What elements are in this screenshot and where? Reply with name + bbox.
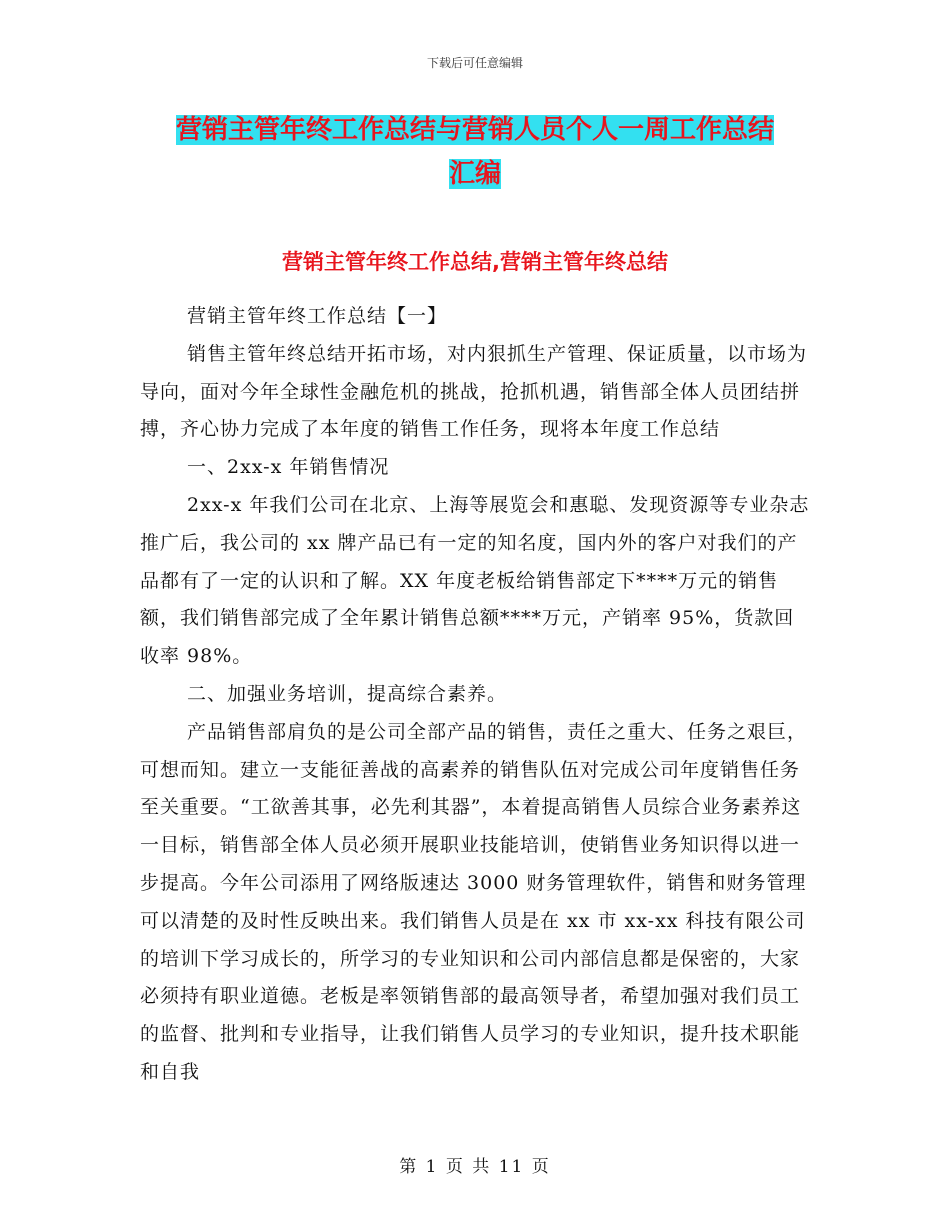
paragraph: 2xx-x 年我们公司在北京、上海等展览会和惠聪、发现资源等专业杂志推广后，我公司的 xx 牌产品已有一定的知名度，国内外的客户对我们的产品都有了一定的认识和了解。XX 年度老板给销售部定下****万元的销售额，我们销售部完成了全年累计销售总额****万元，产销率 95%，货款回收率 98%。 xyxy=(140,493,810,668)
title-line-2: 汇编 xyxy=(448,159,501,189)
title-line-1: 营销主管年终工作总结与营销人员个人一周工作总结 xyxy=(175,115,774,145)
paragraph: 产品销售部肩负的是公司全部产品的销售，责任之重大、任务之艰巨，可想而知。建立一支能征善战的高素养的销售队伍对完成公司年度销售任务至关重要。“工欲善其事，必先利其器”，本着提高销售人员综合业务素养这一目标，销售部全体人员必须开展职业技能培训，使销售业务知识得以进一步提高。今年公司添用了网络版速达 3000 财务管理软件，销售和财务管理可以清楚的及时性反映出来。我们销售人员是在 xx 市 xx-xx 科技有限公司的培训下学习成长的，所学习的专业知识和公司内部信息都是保密的，大家必须持有职业道德。老板是率领销售部的最高领导者，希望加强对我们员工的监督、批判和专业指导，让我们销售人员学习的专业知识，提升技术职能和自我 xyxy=(140,720,808,1083)
header-note: 下载后可任意编辑 xyxy=(426,56,523,70)
document-body xyxy=(140,298,812,1092)
section-title: 营销主管年终工作总结,营销主管年终总结 xyxy=(282,250,668,274)
document-title xyxy=(140,108,810,196)
paragraph: 一、2xx-x 年销售情况 xyxy=(187,456,390,479)
paragraph: 营销主管年终工作总结【一】 xyxy=(187,305,448,327)
paragraph: 销售主管年终总结开拓市场，对内狠抓生产管理、保证质量，以市场为导向，面对今年全球性金融危机的挑战，抢抓机遇，销售部全体人员团结拼搏，齐心协力完成了本年度的销售工作任务，现将本年度工作总结 xyxy=(140,342,808,441)
page-indicator: 第 1 页 共 11 页 xyxy=(399,1157,551,1177)
paragraph: 二、加强业务培训，提高综合素养。 xyxy=(187,682,508,705)
